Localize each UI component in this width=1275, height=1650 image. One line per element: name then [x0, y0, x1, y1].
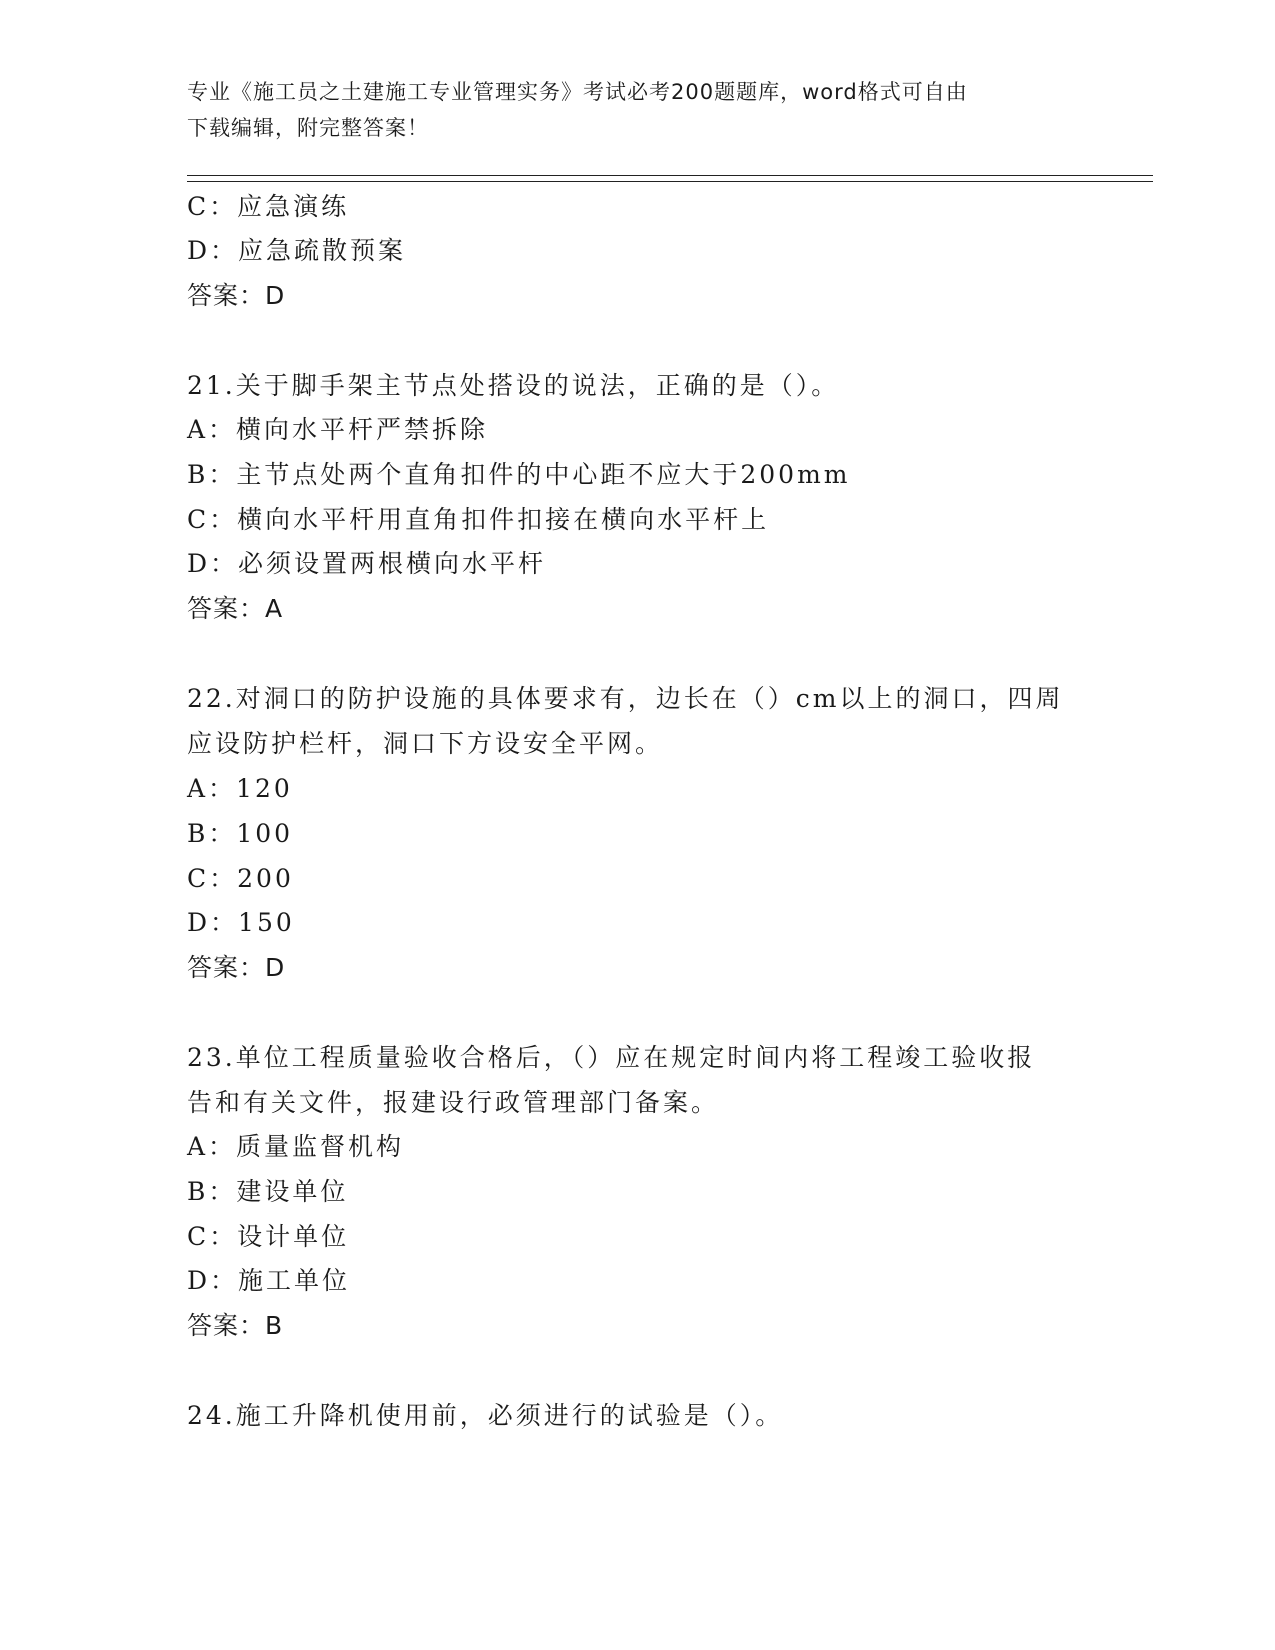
header-rule-bottom — [187, 181, 1153, 182]
option-d: D：应急疏散预案 — [187, 236, 407, 265]
option-c: C：设计单位 — [187, 1222, 350, 1251]
answer: 答案：D — [187, 281, 286, 310]
option-d: D：150 — [187, 908, 295, 937]
question-stem-line-1: 23.单位工程质量验收合格后，（）应在规定时间内将工程竣工验收报 — [187, 1043, 1036, 1072]
option-c: C：应急演练 — [187, 192, 350, 221]
header-line-1: 专业《施工员之土建施工专业管理实务》考试必考200题题库，word格式可自由 — [187, 80, 968, 104]
option-a: A：120 — [187, 774, 293, 803]
option-d: D：必须设置两根横向水平杆 — [187, 549, 547, 578]
option-a: A：质量监督机构 — [187, 1132, 405, 1161]
option-c: C：200 — [187, 864, 294, 893]
question-stem-line-2: 应设防护栏杆，洞口下方设安全平网。 — [187, 729, 664, 758]
option-c: C：横向水平杆用直角扣件扣接在横向水平杆上 — [187, 505, 770, 534]
option-b: B：100 — [187, 819, 294, 848]
header-line-2: 下载编辑，附完整答案！ — [187, 116, 429, 140]
option-b: B：建设单位 — [187, 1177, 349, 1206]
option-a: A：横向水平杆严禁拆除 — [187, 415, 489, 444]
answer: 答案：A — [187, 594, 284, 623]
question-stem: 21.关于脚手架主节点处搭设的说法，正确的是（）。 — [187, 371, 840, 400]
option-d: D：施工单位 — [187, 1266, 351, 1295]
option-b: B：主节点处两个直角扣件的中心距不应大于200mm — [187, 460, 851, 489]
document-header — [187, 74, 1067, 146]
question-stem: 24.施工升降机使用前，必须进行的试验是（）。 — [187, 1401, 784, 1430]
header-rule-top — [187, 175, 1153, 176]
question-stem-line-2: 告和有关文件，报建设行政管理部门备案。 — [187, 1088, 720, 1117]
answer: 答案：B — [187, 1311, 284, 1340]
answer: 答案：D — [187, 953, 286, 982]
question-stem-line-1: 22.对洞口的防护设施的具体要求有，边长在（）cm以上的洞口，四周 — [187, 684, 1064, 713]
